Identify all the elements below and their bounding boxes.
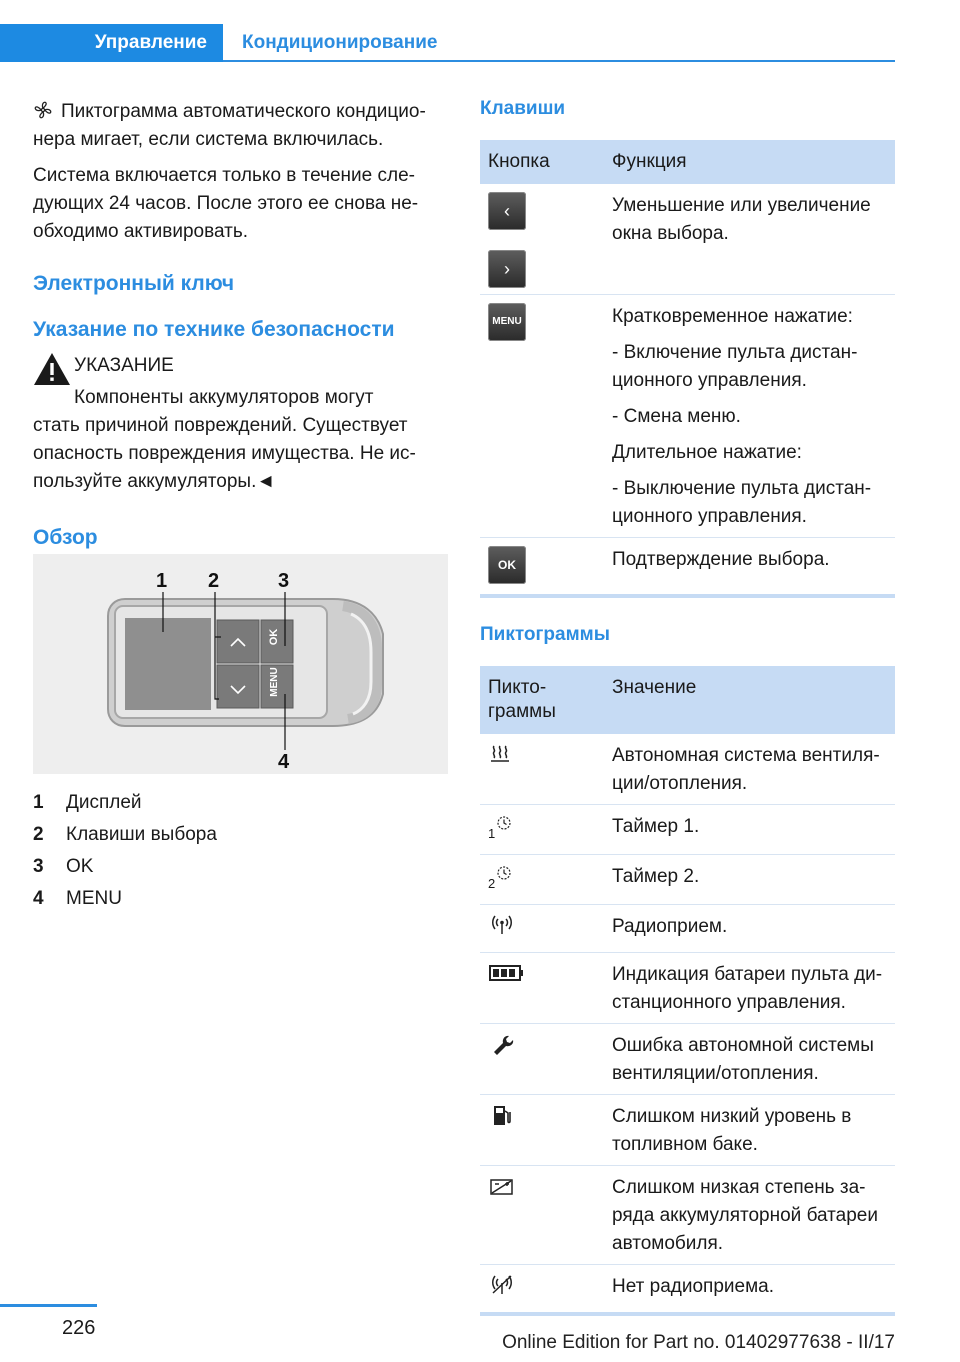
figure-legend [33,787,448,915]
table-row [480,184,895,295]
footer-rule [0,1304,97,1307]
function-text: Уменьшение или увеличение окна выбора. [612,195,871,244]
callout-1: 1 [156,570,168,592]
table-row [480,1095,895,1166]
function-line: Длительное нажатие: [612,442,802,463]
no-signal-icon [488,1273,516,1297]
header-bar [0,24,895,62]
ok-key-icon [488,546,526,584]
function-line: - Выключение пульта дистанционного управления. [612,478,872,527]
meaning-cell: Радиоприем. [604,905,895,953]
safety-heading: Указание по технике безопасности [33,318,395,341]
figure-menu-label: MENU [269,667,280,697]
warning-title: УКАЗАНИЕ [74,355,174,376]
pictogram-cell [480,734,604,805]
warning-block [33,352,448,496]
keys-table-header [480,140,895,184]
pictogram-cell [480,1024,604,1095]
chapter-tab[interactable]: Управление [0,24,223,62]
meaning-cell: Таймер 1. [604,805,895,855]
table-row [480,734,895,805]
table-row [480,538,895,597]
pictogram-cell [480,1265,604,1315]
legend-number: 1 [33,792,44,813]
table-row [480,855,895,905]
key-cell [480,295,604,538]
function-cell [604,538,895,597]
menu-key-icon [488,303,526,341]
legend-item [33,883,448,915]
system-paragraph: Система включается только в течение следующих 24 часов. После этого ее снова необходимо активировать. [33,165,419,242]
battery-icon [488,961,526,985]
intro-text: Пиктограмма автоматического кондиционера мигает, если система включилась. [33,101,426,150]
table-row [480,905,895,953]
legend-number: 4 [33,888,44,909]
keys-table [480,140,895,598]
header-rule [223,60,895,62]
fuel-pump-icon [488,1103,516,1127]
table-row [480,1024,895,1095]
legend-item [33,787,448,819]
pictogram-cell [480,855,604,905]
pictogram-cell [480,805,604,855]
pictogram-cell [480,905,604,953]
function-line: Кратковременное нажатие: [612,306,853,327]
timer-2-icon [495,864,513,882]
pictograms-table [480,666,895,1316]
electronic-key-heading: Электронный ключ [33,272,235,295]
legend-label: Клавиши выбора [66,824,217,845]
table-row [480,953,895,1024]
legend-label: MENU [66,888,122,909]
pictogram-cell [480,1095,604,1166]
key-cell [480,538,604,597]
menu-key-label: MENU [492,316,522,327]
meaning-cell: Таймер 2. [604,855,895,905]
table-row [480,805,895,855]
meaning-cell: Индикация батареи пульта дистанционного управления. [604,953,895,1024]
timer-index: 2 [488,876,496,891]
left-column [33,98,448,909]
right-column [480,98,895,1316]
warning-text-first-line: Компоненты аккумуляторов могут [74,387,374,408]
warning-triangle-icon [33,352,71,386]
heating-ventilation-icon [488,742,516,766]
legend-label: OK [66,856,94,877]
figure-ok-label: OK [268,628,280,646]
function-cell [604,184,895,295]
timer-1-icon [495,814,513,832]
fan-icon [33,100,53,120]
col-header-meaning: Значение [604,666,895,734]
col-header-pictogram: Пиктограммы [480,666,604,734]
legend-number: 3 [33,856,44,877]
car-battery-icon [488,1174,516,1198]
pictogram-cell [480,1166,604,1265]
callout-3: 3 [278,570,290,592]
overview-heading: Обзор [33,526,98,549]
meaning-cell: Слишком низкая степень заряда аккумуляторной батареи автомобиля. [604,1166,895,1265]
legend-item [33,819,448,851]
col-header-function: Функция [604,140,895,184]
function-line: - Включение пульта дистанционного управления. [612,342,858,391]
meaning-cell: Слишком низкий уровень в топливном баке. [604,1095,895,1166]
table-row [480,1166,895,1265]
section-tab[interactable]: Кондиционирование [242,32,438,53]
warning-text: стать причиной повреждений. Существует опасность повреждения имущества. Не используйте аккумуляторы.◄ [33,415,416,492]
function-line: - Смена меню. [612,406,741,427]
col-header-button: Кнопка [480,140,604,184]
key-cell [480,184,604,295]
remote-key-illustration [33,554,448,774]
callout-2: 2 [208,570,220,592]
chevron-right-icon: › [488,250,526,288]
pictograms-table-header [480,666,895,734]
callout-4: 4 [278,751,290,773]
keys-heading: Клавиши [480,98,566,119]
ok-key-label: OK [498,558,516,572]
pictograms-heading: Пиктограммы [480,624,610,645]
function-text: Подтверждение выбора. [612,549,830,570]
radio-signal-icon [488,913,516,937]
page-number: 226 [62,1317,96,1339]
intro-paragraph [33,98,448,154]
timer-index: 1 [488,826,496,841]
remote-key-figure [33,554,448,774]
meaning-cell: Нет радиоприема. [604,1265,895,1315]
legend-label: Дисплей [66,792,142,813]
legend-number: 2 [33,824,44,845]
pictogram-cell [480,953,604,1024]
wrench-icon [488,1032,516,1056]
chevron-left-icon: ‹ [488,192,526,230]
function-cell [604,295,895,538]
table-row [480,1265,895,1315]
meaning-cell: Ошибка автономной системы вентиляции/отопления. [604,1024,895,1095]
edition-note: Online Edition for Part no. 01402977638 - II/17 [502,1332,895,1353]
meaning-cell: Автономная система вентиляции/отопления. [604,734,895,805]
table-row [480,295,895,538]
legend-item [33,851,448,883]
